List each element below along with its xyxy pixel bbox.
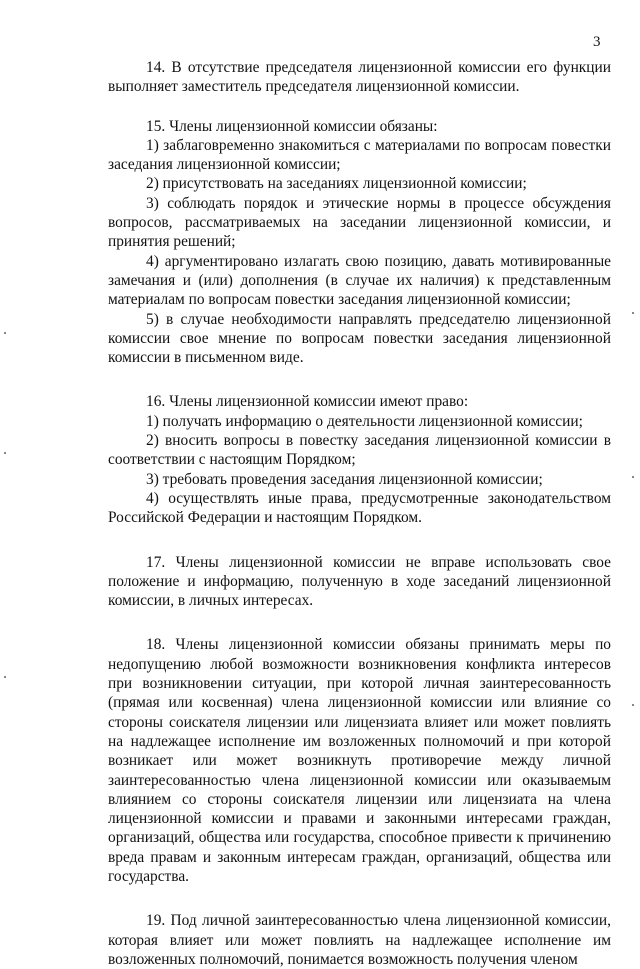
paragraph-18: 18. Члены лицензионной комиссии обязаны принимать меры по недопущению любой возможности возникновения конфликта интересов при возникновении ситуации, при которой личная заинтересованность (прямая или косвенная) члена лицензионной комиссии или влияние со стороны соискателя лицензии или лицензиата влияет или может повлиять на надлежащее исполнение им возложенных полномочий и при которой возникает или может возникнуть противоречие между личной заинтересованностью члена лицензионной комиссии или оказываемым влиянием со стороны соискателя лицензии или лицензиата на члена лицензионной комиссии и правами и законными интересами граждан, организаций, общества или государства, способное привести к причинению вреда правам и законным интересам граждан, организаций, общества или государства.	[108, 636, 611, 885]
paragraph-14: 14. В отсутствие председателя лицензионной комиссии его функции выполняет заместитель председателя лицензионной комиссии.	[108, 59, 611, 96]
scan-speck	[4, 452, 6, 454]
scan-speck	[632, 476, 634, 478]
scan-speck	[4, 676, 6, 678]
list-item: 4) осуществлять иные права, предусмотренные законодательством Российской Федерации и настоящим Порядком.	[108, 489, 611, 527]
document-body	[108, 58, 611, 969]
scan-speck	[632, 312, 634, 314]
page-number: 3	[593, 34, 601, 50]
scan-speck	[4, 332, 6, 334]
list-item: 2) присутствовать на заседаниях лицензионной комиссии;	[146, 175, 527, 193]
list-item: 5) в случае необходимости направлять председателю лицензионной комиссии свое мнение по вопросам повестки заседания лицензионной комиссии в письменном виде.	[108, 310, 611, 367]
paragraph-15-heading: 15. Члены лицензионной комиссии обязаны:	[146, 117, 438, 135]
list-item: 1) заблаговременно знакомиться с материалами по вопросам повестки заседания лицензионной комиссии;	[108, 136, 611, 174]
scan-speck	[632, 704, 634, 706]
paragraph-19: 19. Под личной заинтересованностью члена лицензионной комиссии, которая влияет или может повлиять на надлежащее исполнение им возложенных полномочий, понимается возможность получения членом	[108, 912, 611, 968]
list-item: 4) аргументировано излагать свою позицию, давать мотивированные замечания и (или) дополнения (в случае их наличия) к представленным материалам по вопросам повестки заседания лицензионной комиссии;	[108, 252, 611, 309]
paragraph-17: 17. Члены лицензионной комиссии не вправе использовать свое положение и информацию, полученную в ходе заседаний лицензионной комиссии, в личных интересах.	[108, 553, 611, 610]
list-item: 3) соблюдать порядок и этические нормы в процессе обсуждения вопросов, рассматриваемых на заседании лицензионной комиссии, и принятия решений;	[108, 194, 611, 251]
list-item: 3) требовать проведения заседания лицензионной комиссии;	[146, 470, 543, 488]
list-item: 2) вносить вопросы в повестку заседания лицензионной комиссии в соответствии с настоящим Порядком;	[108, 432, 611, 469]
list-item: 1) получать информацию о деятельности лицензионной комиссии;	[146, 412, 583, 430]
paragraph-16-heading: 16. Члены лицензионной комиссии имеют право:	[146, 393, 469, 411]
